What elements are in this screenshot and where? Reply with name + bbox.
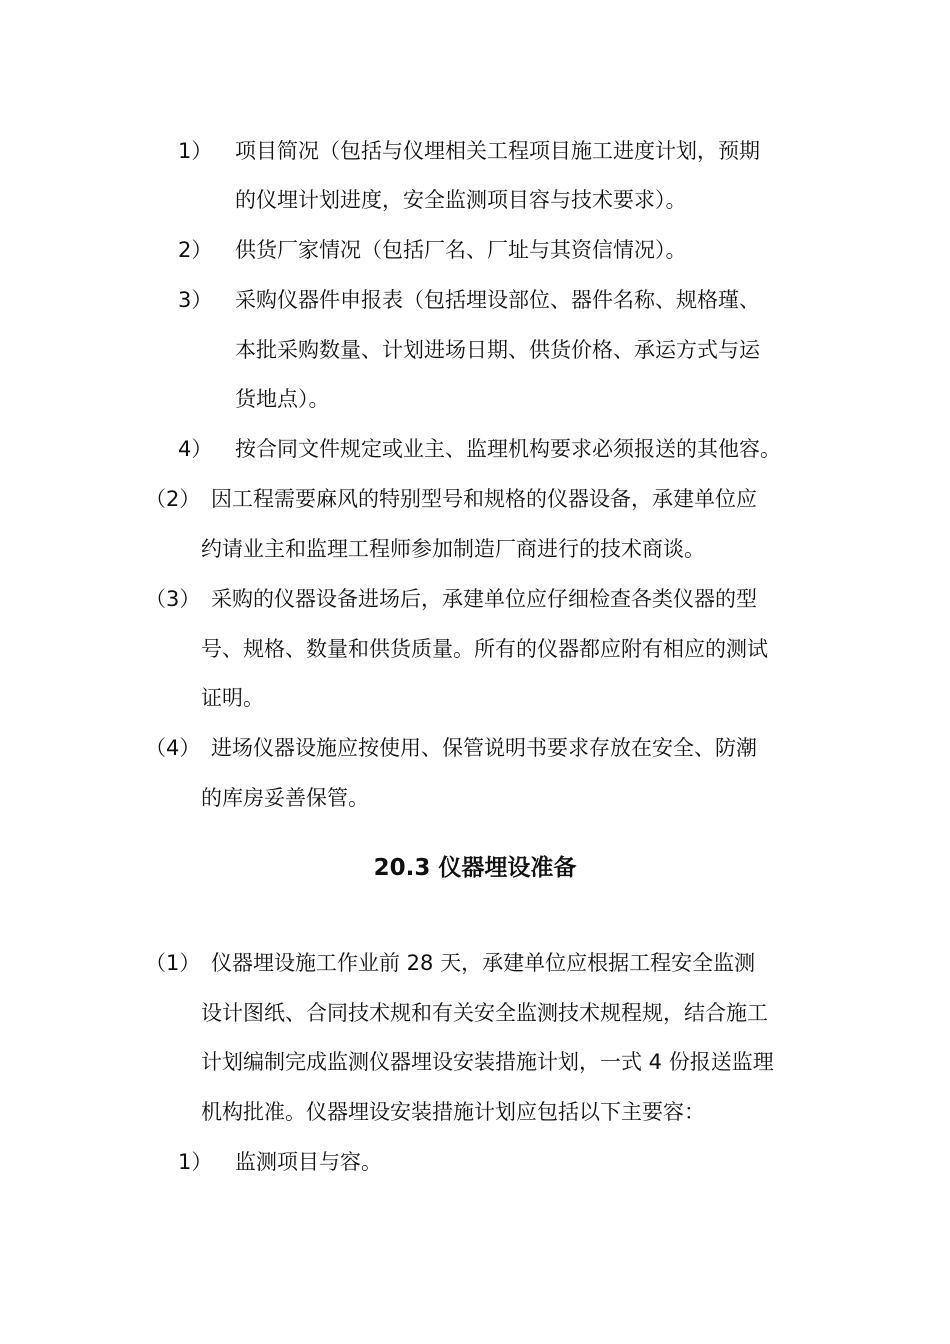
clause-text: 进场仪器设施应按使用、保管说明书要求存放在安全、防潮: [211, 736, 757, 760]
clause-text: 采购的仪器设备进场后，承建单位应仔细检查各类仪器的型: [211, 587, 757, 611]
item-text: 监测项目与容。: [235, 1150, 382, 1174]
item-number: 2）: [178, 238, 213, 262]
item-number: 1）: [178, 139, 213, 163]
item-text: 的仪埋计划进度，安全监测项目容与技术要求）。: [235, 188, 687, 212]
clause-text: 证明。: [201, 686, 264, 710]
item-text: 项目简况（包括与仪埋相关工程项目施工进度计划，预期: [235, 139, 760, 163]
clause-number: （1）: [145, 951, 201, 975]
clause-text: 设计图纸、合同技术规和有关安全监测技术规程规，结合施工: [201, 1001, 768, 1025]
clause-text: 约请业主和监理工程师参加制造厂商进行的技术商谈。: [201, 537, 705, 561]
item-number: 1）: [178, 1150, 213, 1174]
clause-text: 号、规格、数量和供货质量。所有的仪器都应附有相应的测试: [201, 637, 768, 661]
clause-text: 机构批准。仪器埋设安装措施计划应包括以下主要容：: [201, 1100, 705, 1124]
item-text: 货地点）。: [235, 387, 330, 411]
section-heading: 20.3 仪器埋设准备: [373, 855, 577, 881]
item-text: 供货厂家情况（包括厂名、厂址与其资信情况）。: [235, 238, 687, 262]
clause-text: 因工程需要麻风的特别型号和规格的仪器设备，承建单位应: [211, 487, 757, 511]
clause-number: （4）: [145, 736, 201, 760]
clause-number: （3）: [145, 587, 201, 611]
clause-number: （2）: [145, 487, 201, 511]
item-number: 3）: [178, 288, 213, 312]
item-text: 本批采购数量、计划进场日期、供货价格、承运方式与运: [235, 338, 760, 362]
clause-text: 的库房妥善保管。: [201, 786, 369, 810]
clause-text: 仪器埋设施工作业前 28 天，承建单位应根据工程安全监测: [211, 951, 756, 975]
clause-text: 计划编制完成监测仪器埋设安装措施计划，一式 4 份报送监理: [201, 1050, 774, 1074]
item-text: 采购仪器件申报表（包括埋设部位、器件名称、规格瑾、: [235, 288, 760, 312]
item-text: 按合同文件规定或业主、监理机构要求必须报送的其他容。: [235, 437, 781, 461]
item-number: 4）: [178, 437, 213, 461]
